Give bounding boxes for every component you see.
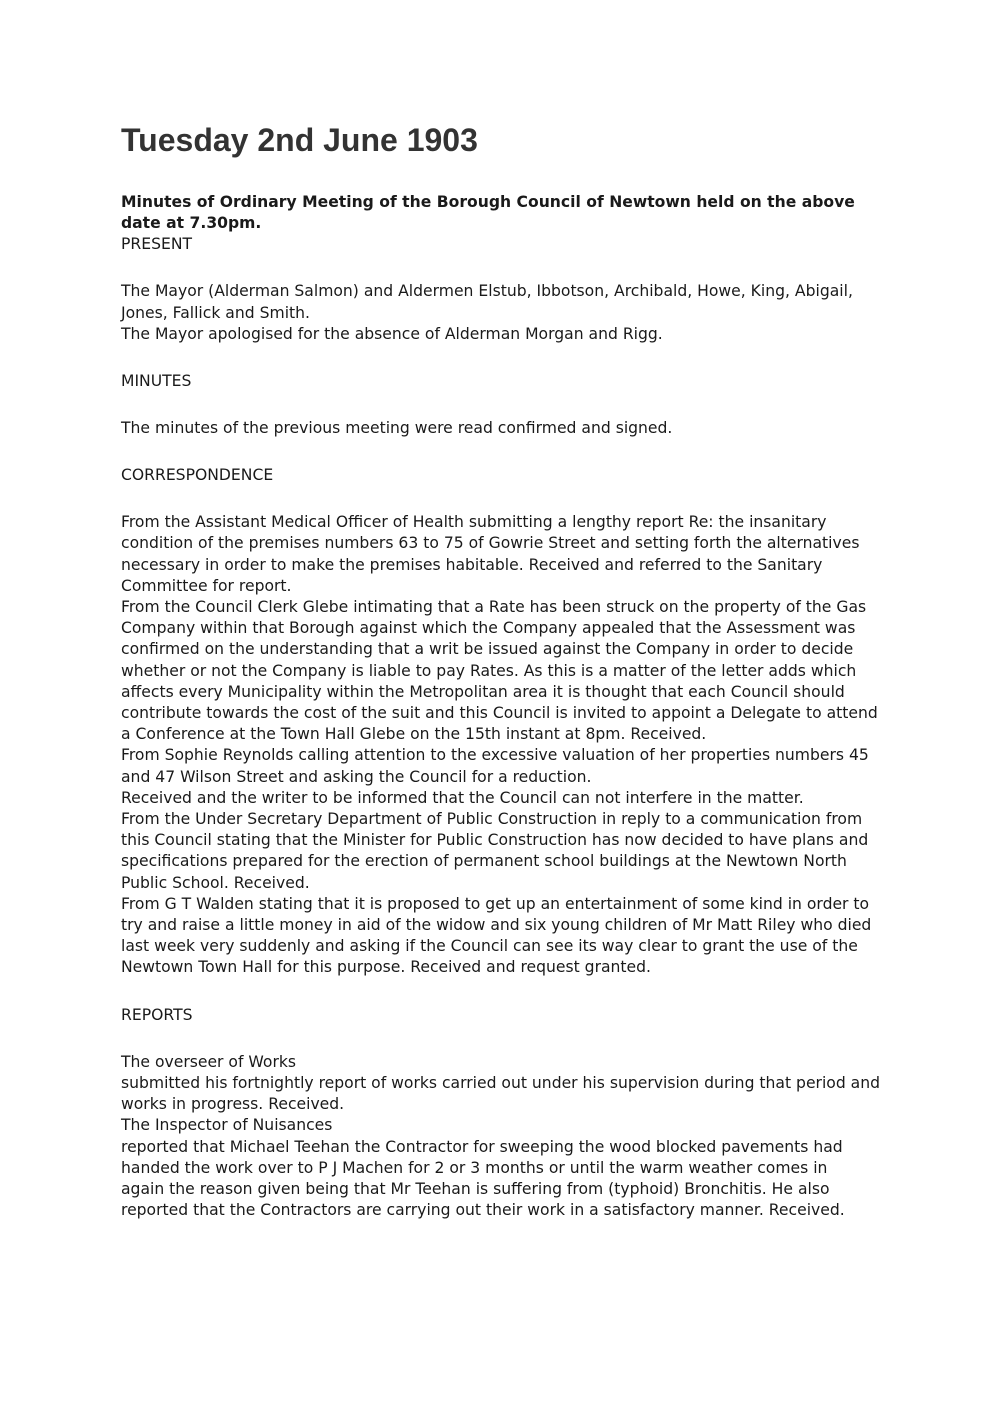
- reports-line: handed the work over to P J Machen for 2 or 3 months or until the warm weather comes in: [121, 1158, 828, 1177]
- section-heading-present: PRESENT: [121, 235, 193, 254]
- correspondence-line: affects every Municipality within the Metropolitan area it is thought that each Council should: [121, 682, 845, 701]
- correspondence-line: last week very suddenly and asking if the Council can see its way clear to grant the use of the: [121, 937, 858, 956]
- reports-line: The overseer of Works: [121, 1052, 297, 1071]
- correspondence-line: contribute towards the cost of the suit and this Council is invited to appoint a Delegate to attend: [121, 704, 878, 723]
- correspondence-line: From G T Walden stating that it is proposed to get up an entertainment of some kind in order to: [121, 894, 870, 913]
- correspondence-line: Public School. Received.: [121, 873, 310, 892]
- meeting-subtitle: Minutes of Ordinary Meeting of the Borough Council of Newtown held on the above date at 7.30pm.: [121, 193, 855, 233]
- reports-line: reported that the Contractors are carrying out their work in a satisfactory manner. Received.: [121, 1201, 845, 1220]
- page-title: Tuesday 2nd June 1903: [121, 122, 478, 158]
- correspondence-line: specifications prepared for the erection of permanent school buildings at the Newtown North: [121, 852, 847, 871]
- reports-line: submitted his fortnightly report of works carried out under his supervision during that period and: [121, 1073, 881, 1092]
- present-line: The Mayor (Alderman Salmon) and Aldermen Elstub, Ibbotson, Archibald, Howe, King, Abigail,: [121, 282, 853, 301]
- section-body-reports: [121, 1052, 891, 1222]
- correspondence-line: necessary in order to make the premises habitable. Received and referred to the Sanitary: [121, 555, 823, 574]
- minutes-line: The minutes of the previous meeting were read confirmed and signed.: [121, 419, 673, 438]
- correspondence-line: Received and the writer to be informed that the Council can not interfere in the matter.: [121, 788, 804, 807]
- correspondence-line: a Conference at the Town Hall Glebe on the 15th instant at 8pm. Received.: [121, 725, 707, 744]
- correspondence-line: Newtown Town Hall for this purpose. Received and request granted.: [121, 958, 651, 977]
- correspondence-line: whether or not the Company is liable to pay Rates. As this is a matter of the letter adds which: [121, 661, 857, 680]
- section-body-minutes: [121, 418, 891, 439]
- section-heading-correspondence: CORRESPONDENCE: [121, 466, 274, 485]
- reports-line: reported that Michael Teehan the Contractor for sweeping the wood blocked pavements had: [121, 1137, 843, 1156]
- section-body-present: [121, 281, 891, 345]
- correspondence-line: confirmed on the understanding that a writ be issued against the Company in order to decide: [121, 640, 854, 659]
- present-line: Jones, Fallick and Smith.: [121, 303, 310, 322]
- section-heading-reports: REPORTS: [121, 1005, 193, 1024]
- correspondence-line: this Council stating that the Minister for Public Construction has now decided to have plans and: [121, 831, 869, 850]
- correspondence-line: Company within that Borough against which the Company appealed that the Assessment was: [121, 619, 856, 638]
- correspondence-line: From the Assistant Medical Officer of Health submitting a lengthy report Re: the insanitary: [121, 513, 827, 532]
- reports-line: works in progress. Received.: [121, 1095, 345, 1114]
- correspondence-line: From the Council Clerk Glebe intimating that a Rate has been struck on the property of the Gas: [121, 598, 867, 617]
- correspondence-line: try and raise a little money in aid of the widow and six young children of Mr Matt Riley who died: [121, 916, 872, 935]
- correspondence-line: From Sophie Reynolds calling attention to the excessive valuation of her properties numbers 45: [121, 746, 869, 765]
- reports-line: The Inspector of Nuisances: [121, 1116, 333, 1135]
- correspondence-line: From the Under Secretary Department of Public Construction in reply to a communication from: [121, 810, 863, 829]
- document-page: [121, 118, 891, 1247]
- correspondence-line: condition of the premises numbers 63 to 75 of Gowrie Street and setting forth the alternatives: [121, 534, 860, 553]
- reports-line: again the reason given being that Mr Teehan is suffering from (typhoid) Bronchitis. He also: [121, 1179, 830, 1198]
- correspondence-line: and 47 Wilson Street and asking the Council for a reduction.: [121, 767, 592, 786]
- section-body-correspondence: [121, 512, 891, 978]
- correspondence-line: Committee for report.: [121, 576, 292, 595]
- present-line: The Mayor apologised for the absence of Alderman Morgan and Rigg.: [121, 324, 663, 343]
- section-heading-minutes: MINUTES: [121, 372, 192, 391]
